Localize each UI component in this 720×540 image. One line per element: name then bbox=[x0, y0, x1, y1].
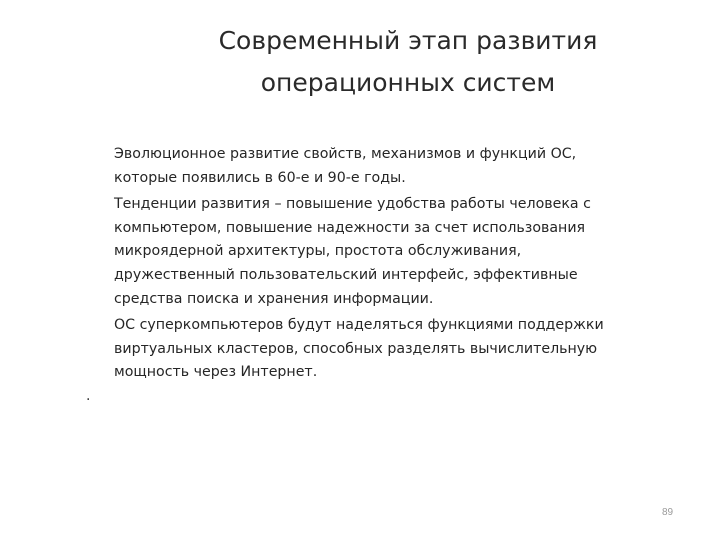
paragraph-line: мощность через Интернет. bbox=[114, 364, 318, 381]
paragraph-line: компьютером, повышение надежности за счет использования bbox=[114, 219, 586, 236]
paragraph-evolution bbox=[114, 143, 654, 190]
paragraph-line: дружественный пользовательский интерфейс, эффективные bbox=[114, 266, 578, 283]
paragraph-trends bbox=[114, 193, 654, 311]
slide-title-line-1: Современный этап развития bbox=[218, 26, 598, 55]
paragraph-line: ОС суперкомпьютеров будут наделяться функциями поддержки bbox=[114, 317, 604, 334]
slide-title-line-2: операционных систем bbox=[260, 68, 556, 97]
slide-body bbox=[114, 143, 654, 387]
paragraph-line: Эволюционное развитие свойств, механизмов и функций ОС, bbox=[114, 146, 577, 162]
slide-title bbox=[150, 20, 666, 104]
paragraph-supercomputers bbox=[114, 314, 654, 385]
paragraph-line: Тенденции развития – повышение удобства работы человека с bbox=[114, 196, 591, 213]
paragraph-line: которые появились в 60-е и 90-е годы. bbox=[114, 169, 406, 186]
paragraph-line: микроядерной архитектуры, простота обслуживания, bbox=[114, 243, 522, 260]
page-number: 89 bbox=[662, 507, 674, 518]
paragraph-line: средства поиска и хранения информации. bbox=[114, 290, 434, 307]
paragraph-line: виртуальных кластеров, способных разделять вычислительную bbox=[114, 340, 598, 357]
stray-bullet-mark: . bbox=[86, 388, 91, 404]
